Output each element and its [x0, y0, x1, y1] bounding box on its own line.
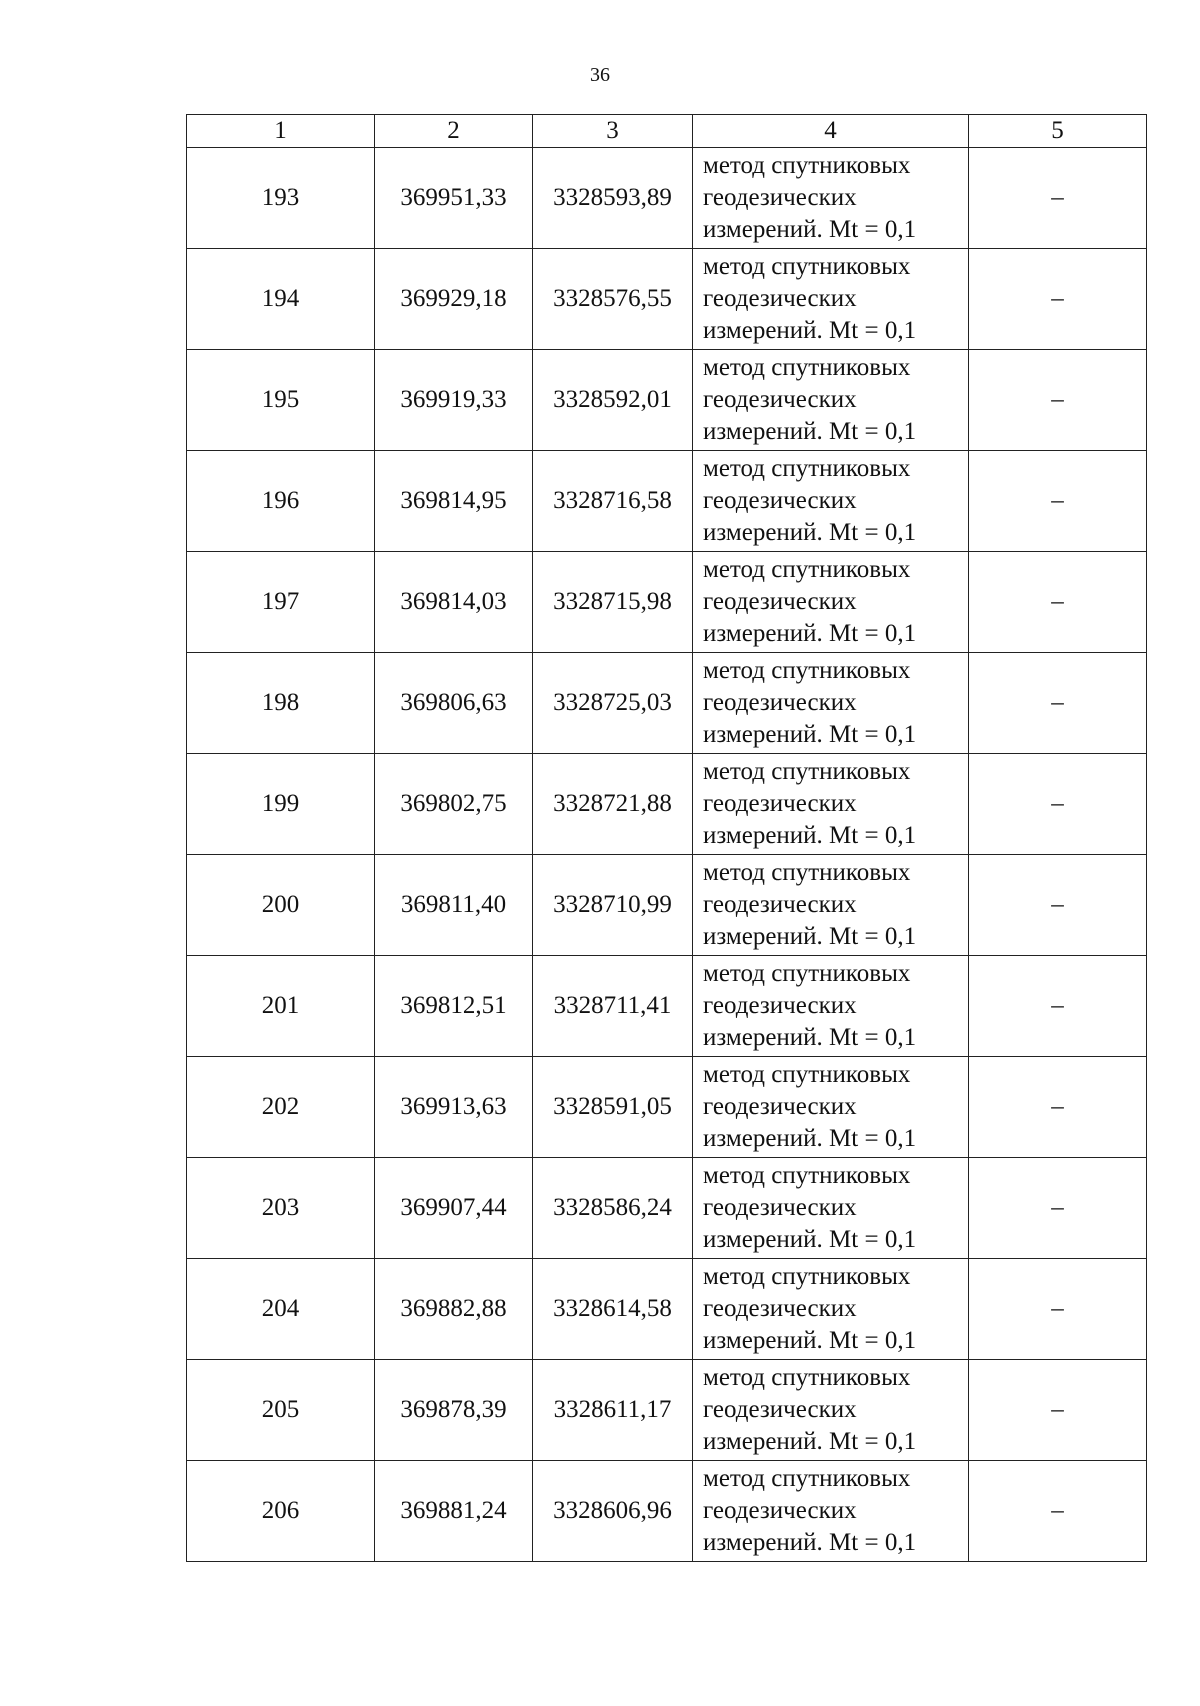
method-line: геодезических — [703, 1497, 857, 1524]
note-cell: – — [969, 1259, 1147, 1360]
table-row — [187, 148, 1147, 249]
method-line: геодезических — [703, 1093, 857, 1120]
note-cell: – — [969, 148, 1147, 249]
x-coordinate-cell: 369882,88 — [375, 1259, 533, 1360]
x-coordinate-cell: 369802,75 — [375, 754, 533, 855]
method-cell — [693, 1259, 969, 1360]
table-row — [187, 1360, 1147, 1461]
method-line: метод спутниковых — [703, 354, 911, 381]
y-coordinate-cell: 3328611,17 — [533, 1360, 693, 1461]
table-row — [187, 956, 1147, 1057]
note-cell: – — [969, 350, 1147, 451]
method-line: метод спутниковых — [703, 556, 911, 583]
header-col-5: 5 — [969, 115, 1147, 148]
note-cell: – — [969, 451, 1147, 552]
y-coordinate-cell: 3328614,58 — [533, 1259, 693, 1360]
method-line: геодезических — [703, 689, 857, 716]
x-coordinate-cell: 369929,18 — [375, 249, 533, 350]
y-coordinate-cell: 3328721,88 — [533, 754, 693, 855]
method-cell — [693, 855, 969, 956]
method-cell — [693, 1057, 969, 1158]
method-line: метод спутниковых — [703, 758, 911, 785]
table-body — [187, 148, 1147, 1562]
x-coordinate-cell: 369814,95 — [375, 451, 533, 552]
method-cell — [693, 148, 969, 249]
method-line: геодезических — [703, 184, 857, 211]
note-cell: – — [969, 1057, 1147, 1158]
method-line: геодезических — [703, 1295, 857, 1322]
y-coordinate-cell: 3328725,03 — [533, 653, 693, 754]
table-row — [187, 1057, 1147, 1158]
point-number-cell: 195 — [187, 350, 375, 451]
method-line: метод спутниковых — [703, 253, 911, 280]
x-coordinate-cell: 369806,63 — [375, 653, 533, 754]
point-number-cell: 199 — [187, 754, 375, 855]
table-row — [187, 249, 1147, 350]
point-number-cell: 206 — [187, 1461, 375, 1562]
method-line: метод спутниковых — [703, 657, 911, 684]
method-line: измерений. Mt = 0,1 — [703, 620, 917, 647]
table-row — [187, 350, 1147, 451]
x-coordinate-cell: 369812,51 — [375, 956, 533, 1057]
method-line: метод спутниковых — [703, 455, 911, 482]
x-coordinate-cell: 369811,40 — [375, 855, 533, 956]
method-line: измерений. Mt = 0,1 — [703, 1327, 917, 1354]
table-row — [187, 754, 1147, 855]
method-line: измерений. Mt = 0,1 — [703, 721, 917, 748]
table-row — [187, 855, 1147, 956]
y-coordinate-cell: 3328606,96 — [533, 1461, 693, 1562]
method-line: метод спутниковых — [703, 1263, 911, 1290]
method-cell — [693, 1360, 969, 1461]
page-number: 36 — [590, 64, 610, 86]
y-coordinate-cell: 3328711,41 — [533, 956, 693, 1057]
y-coordinate-cell: 3328586,24 — [533, 1158, 693, 1259]
method-cell — [693, 653, 969, 754]
method-cell — [693, 754, 969, 855]
header-col-3: 3 — [533, 115, 693, 148]
table-row — [187, 1158, 1147, 1259]
x-coordinate-cell: 369951,33 — [375, 148, 533, 249]
note-cell: – — [969, 249, 1147, 350]
method-line: геодезических — [703, 285, 857, 312]
table-row — [187, 451, 1147, 552]
method-line: геодезических — [703, 992, 857, 1019]
point-number-cell: 203 — [187, 1158, 375, 1259]
method-cell — [693, 1461, 969, 1562]
x-coordinate-cell: 369919,33 — [375, 350, 533, 451]
header-col-1: 1 — [187, 115, 375, 148]
method-line: измерений. Mt = 0,1 — [703, 822, 917, 849]
method-line: метод спутниковых — [703, 1465, 911, 1492]
y-coordinate-cell: 3328715,98 — [533, 552, 693, 653]
method-cell — [693, 350, 969, 451]
method-cell — [693, 552, 969, 653]
method-line: геодезических — [703, 891, 857, 918]
table-row — [187, 653, 1147, 754]
point-number-cell: 204 — [187, 1259, 375, 1360]
method-cell — [693, 249, 969, 350]
note-cell: – — [969, 956, 1147, 1057]
point-number-cell: 196 — [187, 451, 375, 552]
note-cell: – — [969, 855, 1147, 956]
table-row — [187, 1461, 1147, 1562]
method-line: геодезических — [703, 1396, 857, 1423]
method-line: измерений. Mt = 0,1 — [703, 1226, 917, 1253]
method-line: метод спутниковых — [703, 859, 911, 886]
note-cell: – — [969, 1461, 1147, 1562]
x-coordinate-cell: 369881,24 — [375, 1461, 533, 1562]
method-cell — [693, 956, 969, 1057]
y-coordinate-cell: 3328710,99 — [533, 855, 693, 956]
method-line: геодезических — [703, 790, 857, 817]
method-line: геодезических — [703, 386, 857, 413]
coordinates-table — [186, 114, 1147, 1562]
note-cell: – — [969, 754, 1147, 855]
method-line: метод спутниковых — [703, 1364, 911, 1391]
method-line: геодезических — [703, 1194, 857, 1221]
y-coordinate-cell: 3328592,01 — [533, 350, 693, 451]
method-line: измерений. Mt = 0,1 — [703, 1428, 917, 1455]
note-cell: – — [969, 1158, 1147, 1259]
method-line: измерений. Mt = 0,1 — [703, 317, 917, 344]
x-coordinate-cell: 369907,44 — [375, 1158, 533, 1259]
method-cell — [693, 451, 969, 552]
header-col-2: 2 — [375, 115, 533, 148]
method-line: метод спутниковых — [703, 960, 911, 987]
table-row — [187, 1259, 1147, 1360]
point-number-cell: 200 — [187, 855, 375, 956]
x-coordinate-cell: 369814,03 — [375, 552, 533, 653]
table-row — [187, 552, 1147, 653]
method-line: метод спутниковых — [703, 1162, 911, 1189]
method-line: измерений. Mt = 0,1 — [703, 418, 917, 445]
note-cell: – — [969, 552, 1147, 653]
point-number-cell: 198 — [187, 653, 375, 754]
point-number-cell: 197 — [187, 552, 375, 653]
method-line: геодезических — [703, 588, 857, 615]
method-line: измерений. Mt = 0,1 — [703, 1024, 917, 1051]
method-line: измерений. Mt = 0,1 — [703, 1125, 917, 1152]
method-line: измерений. Mt = 0,1 — [703, 519, 917, 546]
note-cell: – — [969, 653, 1147, 754]
header-col-4: 4 — [693, 115, 969, 148]
x-coordinate-cell: 369913,63 — [375, 1057, 533, 1158]
point-number-cell: 205 — [187, 1360, 375, 1461]
y-coordinate-cell: 3328576,55 — [533, 249, 693, 350]
method-line: измерений. Mt = 0,1 — [703, 1529, 917, 1556]
point-number-cell: 202 — [187, 1057, 375, 1158]
method-cell — [693, 1158, 969, 1259]
point-number-cell: 194 — [187, 249, 375, 350]
point-number-cell: 201 — [187, 956, 375, 1057]
x-coordinate-cell: 369878,39 — [375, 1360, 533, 1461]
method-line: измерений. Mt = 0,1 — [703, 216, 917, 243]
table-header-row — [187, 115, 1147, 148]
y-coordinate-cell: 3328716,58 — [533, 451, 693, 552]
method-line: метод спутниковых — [703, 152, 911, 179]
point-number-cell: 193 — [187, 148, 375, 249]
method-line: измерений. Mt = 0,1 — [703, 923, 917, 950]
y-coordinate-cell: 3328593,89 — [533, 148, 693, 249]
note-cell: – — [969, 1360, 1147, 1461]
method-line: геодезических — [703, 487, 857, 514]
method-line: метод спутниковых — [703, 1061, 911, 1088]
y-coordinate-cell: 3328591,05 — [533, 1057, 693, 1158]
